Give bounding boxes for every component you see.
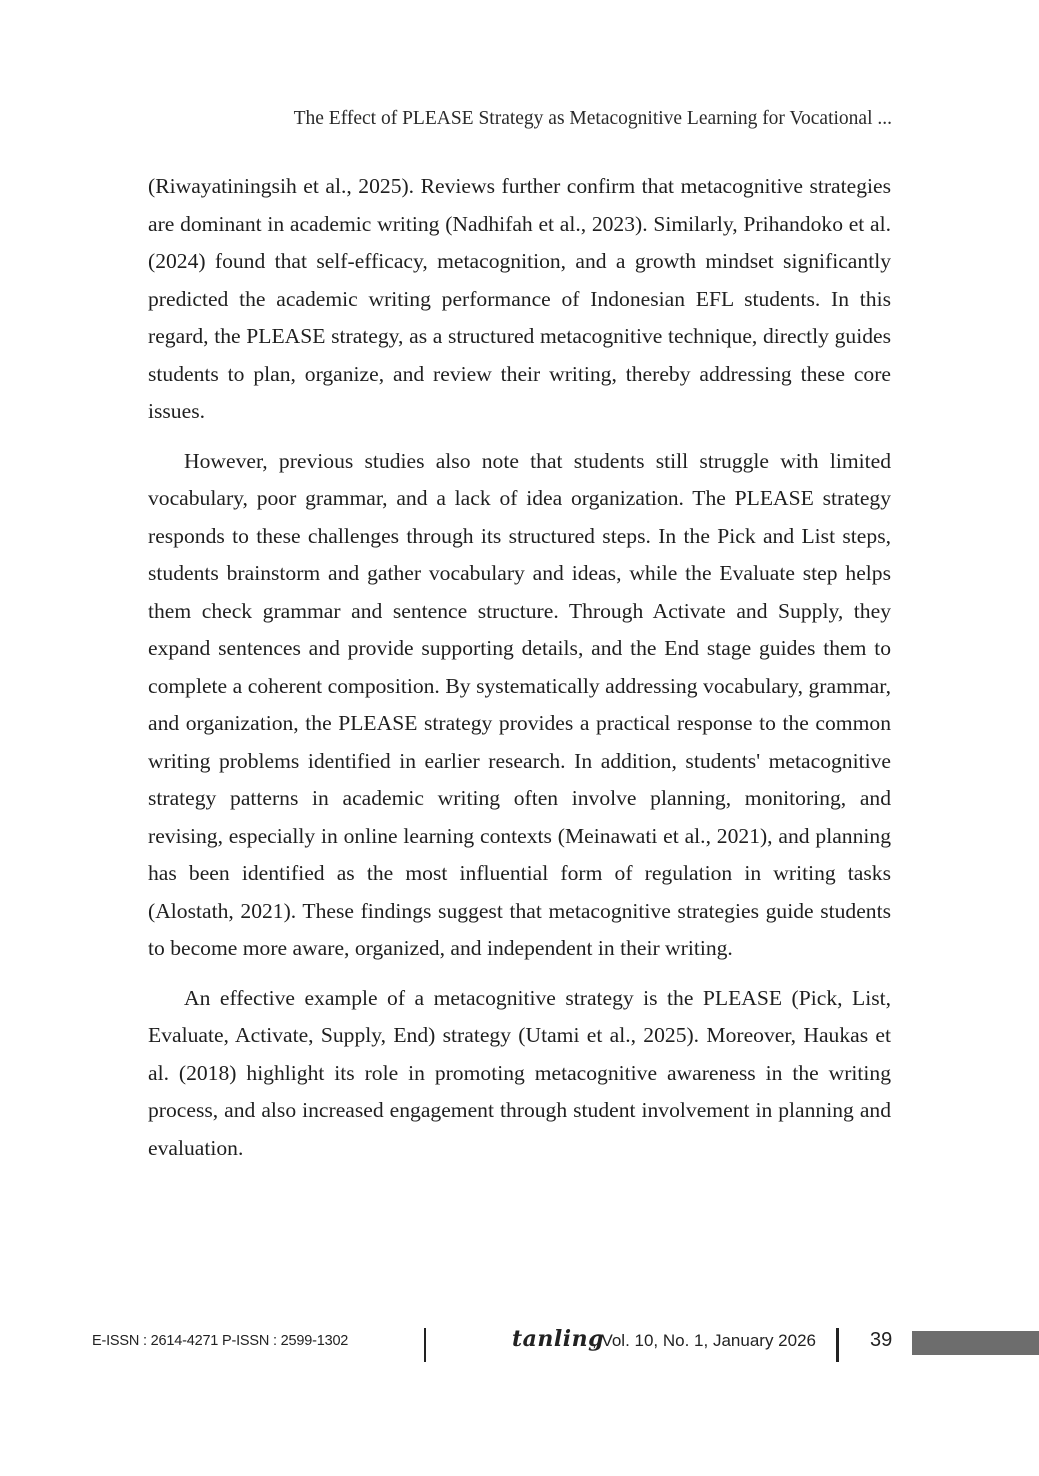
footer-divider-left [424,1328,426,1362]
journal-logo: tanling [512,1326,605,1352]
paragraph-1: (Riwayatiningsih et al., 2025). Reviews further confirm that metacognitive strategies are dominant in academic writing (Nadhifah et al., 2023). Similarly, Prihandoko et al. (2024) found that self-efficacy, metacognition, and a growth mindset significantly predicted the academic writing performance of Indonesian EFL students. In this regard, the PLEASE strategy, as a structured metacognitive technique, directly guides students to plan, organize, and review their writing, thereby addressing these core issues. [148,174,891,423]
issn-label: E-ISSN : 2614-4271 P-ISSN : 2599-1302 [92,1333,349,1349]
paragraph-3: An effective example of a metacognitive strategy is the PLEASE (Pick, List, Evaluate, Activate, Supply, End) strategy (Utami et al., 2025). Moreover, Haukas et al. (2018) highlight its role in promoting metacognitive awareness in the writing process, and also increased engagement through student involvement in planning and evaluation. [148,985,891,1160]
journal-volume-info: , Vol. 10, No. 1, January 2026 [592,1331,816,1350]
footer-divider-right [836,1328,839,1362]
page-tab-bar [912,1331,1039,1355]
page-footer [0,1324,1039,1368]
paragraph-2: However, previous studies also note that students still struggle with limited vocabulary, poor grammar, and a lack of idea organization. The PLEASE strategy responds to these challenges through its structured steps. In the Pick and List steps, students brainstorm and gather vocabulary and ideas, while the Evaluate step helps them check grammar and sentence structure. Through Activate and Supply, they expand sentences and provide supporting details, and the End stage guides them to complete a coherent composition. By systematically addressing vocabulary, grammar, and organization, the PLEASE strategy provides a practical response to the common writing problems identified in earlier research. In addition, students' metacognitive strategy patterns in academic writing often involve planning, monitoring, and revising, especially in online learning contexts (Meinawati et al., 2021), and planning has been identified as the most influential form of regulation in writing tasks (Alostath, 2021). These findings suggest that metacognitive strategies guide students to become more aware, organized, and independent in their writing. [148,448,891,960]
page-number: 39 [870,1329,893,1351]
running-header-title: The Effect of PLEASE Strategy as Metacognitive Learning for Vocational ... [293,108,892,129]
article-body [148,168,891,1179]
